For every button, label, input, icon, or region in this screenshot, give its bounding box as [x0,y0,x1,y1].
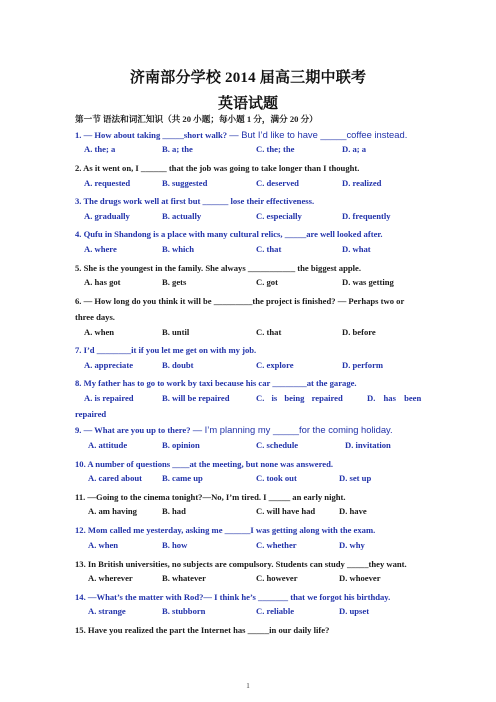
options-3: A. gradually B. actually C. especially D. frequently [84,211,391,221]
section-heading: 第一节 语法和词汇知识（共 20 小题；每小题 1 分，满分 20 分） [75,114,318,124]
question-10: 10. A number of questions ____at the meeting, but none was answered. [75,459,333,469]
subject-title: 英语试题 [217,96,278,112]
question-13: 13. In British universities, no subjects are compulsory. Students can study _____they want. [75,559,407,569]
question-6-cont: three days. [75,312,115,322]
options-11: A. am having B. had C. will have had D. have [88,506,367,516]
options-4: A. where B. which C. that D. what [84,244,371,254]
options-1: A. the; a B. a; the C. the; the D. a; a [84,144,367,154]
options-8: A. is repaired B. will be repaired C. is being repaired D. has been [84,393,422,403]
options-14: A. strange B. stubborn C. reliable D. upset [88,606,370,616]
options-6: A. when B. until C. that D. before [84,327,376,337]
question-8: 8. My father has to go to work by taxi because his car ________at the garage. [75,378,357,388]
options-5: A. has got B. gets C. got D. was getting [84,277,394,287]
question-11: 11. —Going to the cinema tonight?—No, I’m tired. I _____ an early night. [75,492,346,502]
question-7: 7. I’d ________it if you let me get on with my job. [75,345,257,355]
question-14: 14. —What’s the matter with Rod?— I think he’s _______ that we forgot his birthday. [75,592,391,602]
question-2: 2. As it went on, I ______ that the job was going to take longer than I thought. [75,163,360,173]
options-13: A. wherever B. whatever C. however D. whoever [88,573,381,583]
question-9: 9. — What are you up to there? — I’m planning my _____for the coming holiday. [75,424,393,435]
options-9: A. attitude B. opinion C. schedule D. invitation [88,440,391,450]
question-4: 4. Qufu in Shandong is a place with many cultural relics, _____are well looked after. [75,229,383,239]
question-5: 5. She is the youngest in the family. She always ___________ the biggest apple. [75,263,362,273]
page-number: 1 [246,682,250,690]
options-2: A. requested B. suggested C. deserved D. realized [84,178,382,188]
question-1: 1. — How about taking _____short walk? — But I’d like to have _____coffee instead. [75,129,408,140]
question-3: 3. The drugs work well at first but ______ lose their effectiveness. [75,196,315,206]
school-title: 济南部分学校 2014 届高三期中联考 [129,70,367,86]
question-15: 15. Have you realized the part the Internet has _____in our daily life? [75,625,330,635]
options-10: A. cared about B. came up C. took out D. set up [88,473,372,483]
question-6: 6. — How long do you think it will be _________the project is finished? — Perhaps two or [75,296,405,306]
options-12: A. when B. how C. whether D. why [88,540,365,550]
question-12: 12. Mom called me yesterday, asking me ______I was getting along with the exam. [75,525,376,535]
options-8-cont: repaired [75,409,107,419]
options-7: A. appreciate B. doubt C. explore D. perform [84,360,384,370]
